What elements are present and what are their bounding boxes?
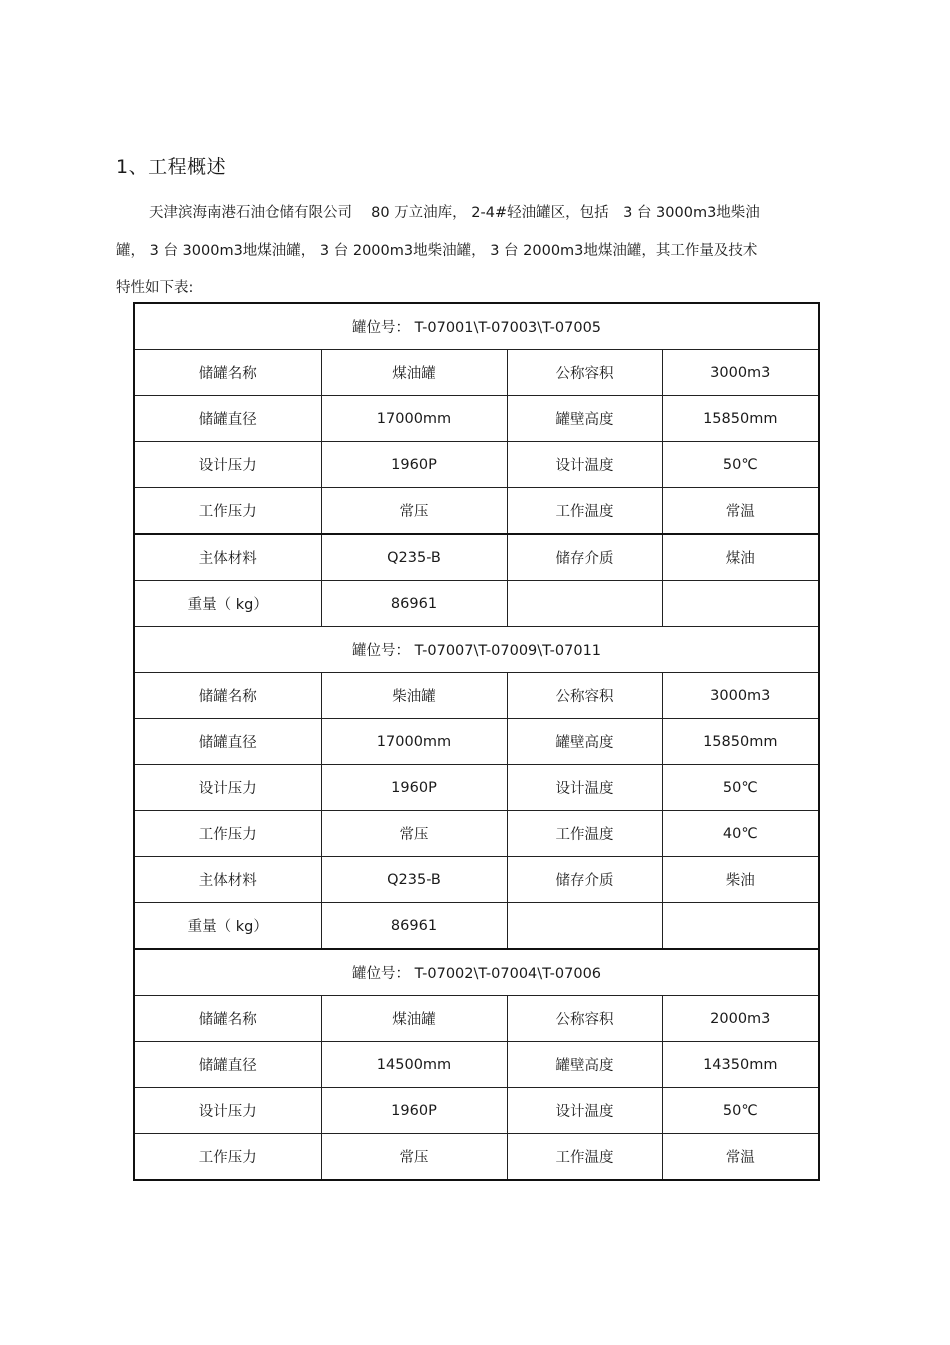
table-row — [134, 719, 819, 765]
table-row — [134, 442, 819, 488]
spec-label-cell: 设计压力 — [134, 442, 321, 488]
spec-label-cell: 储罐直径 — [134, 1042, 321, 1088]
table-row — [134, 1088, 819, 1134]
spec-label-cell: 工作压力 — [134, 811, 321, 857]
table-row — [134, 534, 819, 581]
spec-label-cell: 主体材料 — [134, 534, 321, 581]
spec-value-cell: 煤油罐 — [321, 996, 507, 1042]
spec-label-cell: 设计压力 — [134, 1088, 321, 1134]
spec-label-cell: 储罐名称 — [134, 350, 321, 396]
tank-position-title: 罐位号： T-07002\T-07004\T-07006 — [134, 949, 819, 996]
tank-spec-table-body — [134, 303, 819, 1180]
spec-label-cell: 储存介质 — [507, 857, 662, 903]
spec-label-cell: 储存介质 — [507, 534, 662, 581]
spec-label-cell: 设计温度 — [507, 765, 662, 811]
intro-paragraph — [116, 195, 816, 308]
tank-group-title-row — [134, 949, 819, 996]
spec-value-cell: 2000m3 — [662, 996, 819, 1042]
spec-value-cell: 17000mm — [321, 396, 507, 442]
spec-label-cell — [507, 903, 662, 950]
spec-value-cell: 1960P — [321, 765, 507, 811]
spec-label-cell — [507, 581, 662, 627]
tank-spec-table — [133, 302, 820, 1181]
spec-label-cell: 设计温度 — [507, 1088, 662, 1134]
spec-value-cell: 86961 — [321, 903, 507, 950]
table-row — [134, 396, 819, 442]
spec-value-cell: 煤油 — [662, 534, 819, 581]
table-row — [134, 1134, 819, 1181]
table-row — [134, 811, 819, 857]
spec-label-cell: 储罐名称 — [134, 673, 321, 719]
paragraph-line: 特性如下表: — [116, 280, 194, 296]
table-row — [134, 903, 819, 950]
spec-label-cell: 重量（ kg） — [134, 581, 321, 627]
spec-label-cell: 公称容积 — [507, 673, 662, 719]
spec-value-cell: 常温 — [662, 488, 819, 535]
spec-label-cell: 储罐直径 — [134, 719, 321, 765]
spec-value-cell: 常压 — [321, 811, 507, 857]
spec-value-cell: 常压 — [321, 488, 507, 535]
spec-value-cell: 常压 — [321, 1134, 507, 1181]
table-row — [134, 673, 819, 719]
table-row — [134, 1042, 819, 1088]
spec-label-cell: 罐壁高度 — [507, 1042, 662, 1088]
spec-value-cell: 3000m3 — [662, 350, 819, 396]
spec-label-cell: 公称容积 — [507, 996, 662, 1042]
paragraph-line: 罐， 3 台 3000m3地煤油罐， 3 台 2000m3地柴油罐， 3 台 2000m3地煤油罐，其工作量及技术 — [116, 242, 758, 259]
spec-value-cell: 50℃ — [662, 442, 819, 488]
spec-value-cell: 常温 — [662, 1134, 819, 1181]
spec-value-cell: 17000mm — [321, 719, 507, 765]
spec-label-cell: 主体材料 — [134, 857, 321, 903]
spec-value-cell: 50℃ — [662, 765, 819, 811]
spec-label-cell: 公称容积 — [507, 350, 662, 396]
spec-label-cell: 储罐直径 — [134, 396, 321, 442]
spec-value-cell: Q235-B — [321, 534, 507, 581]
spec-value-cell: 1960P — [321, 1088, 507, 1134]
spec-label-cell: 工作温度 — [507, 1134, 662, 1181]
spec-value-cell: 柴油罐 — [321, 673, 507, 719]
spec-label-cell: 工作温度 — [507, 488, 662, 535]
spec-value-cell — [662, 581, 819, 627]
tank-position-title: 罐位号： T-07007\T-07009\T-07011 — [134, 627, 819, 673]
spec-label-cell: 设计温度 — [507, 442, 662, 488]
spec-value-cell: 15850mm — [662, 396, 819, 442]
spec-value-cell: 14500mm — [321, 1042, 507, 1088]
spec-label-cell: 罐壁高度 — [507, 719, 662, 765]
spec-value-cell: 86961 — [321, 581, 507, 627]
spec-value-cell: 50℃ — [662, 1088, 819, 1134]
spec-value-cell: 14350mm — [662, 1042, 819, 1088]
section-heading: 1、工程概述 — [116, 156, 227, 178]
table-row — [134, 581, 819, 627]
spec-label-cell: 工作压力 — [134, 488, 321, 535]
spec-label-cell: 储罐名称 — [134, 996, 321, 1042]
table-row — [134, 488, 819, 535]
spec-label-cell: 重量（ kg） — [134, 903, 321, 950]
spec-value-cell: 3000m3 — [662, 673, 819, 719]
spec-label-cell: 工作温度 — [507, 811, 662, 857]
paragraph-line: 天津滨海南港石油仓储有限公司 80 万立油库， 2-4#轻油罐区，包括 3 台 3000m3地柴油 — [149, 205, 760, 221]
spec-label-cell: 设计压力 — [134, 765, 321, 811]
tank-position-title: 罐位号： T-07001\T-07003\T-07005 — [134, 303, 819, 350]
table-row — [134, 350, 819, 396]
table-row — [134, 765, 819, 811]
spec-value-cell: 煤油罐 — [321, 350, 507, 396]
table-row — [134, 857, 819, 903]
spec-label-cell: 罐壁高度 — [507, 396, 662, 442]
tank-group-title-row — [134, 303, 819, 350]
spec-value-cell — [662, 903, 819, 950]
tank-group-title-row — [134, 627, 819, 673]
spec-value-cell: 1960P — [321, 442, 507, 488]
table-row — [134, 996, 819, 1042]
spec-label-cell: 工作压力 — [134, 1134, 321, 1181]
spec-value-cell: 柴油 — [662, 857, 819, 903]
spec-value-cell: Q235-B — [321, 857, 507, 903]
spec-value-cell: 40℃ — [662, 811, 819, 857]
spec-value-cell: 15850mm — [662, 719, 819, 765]
